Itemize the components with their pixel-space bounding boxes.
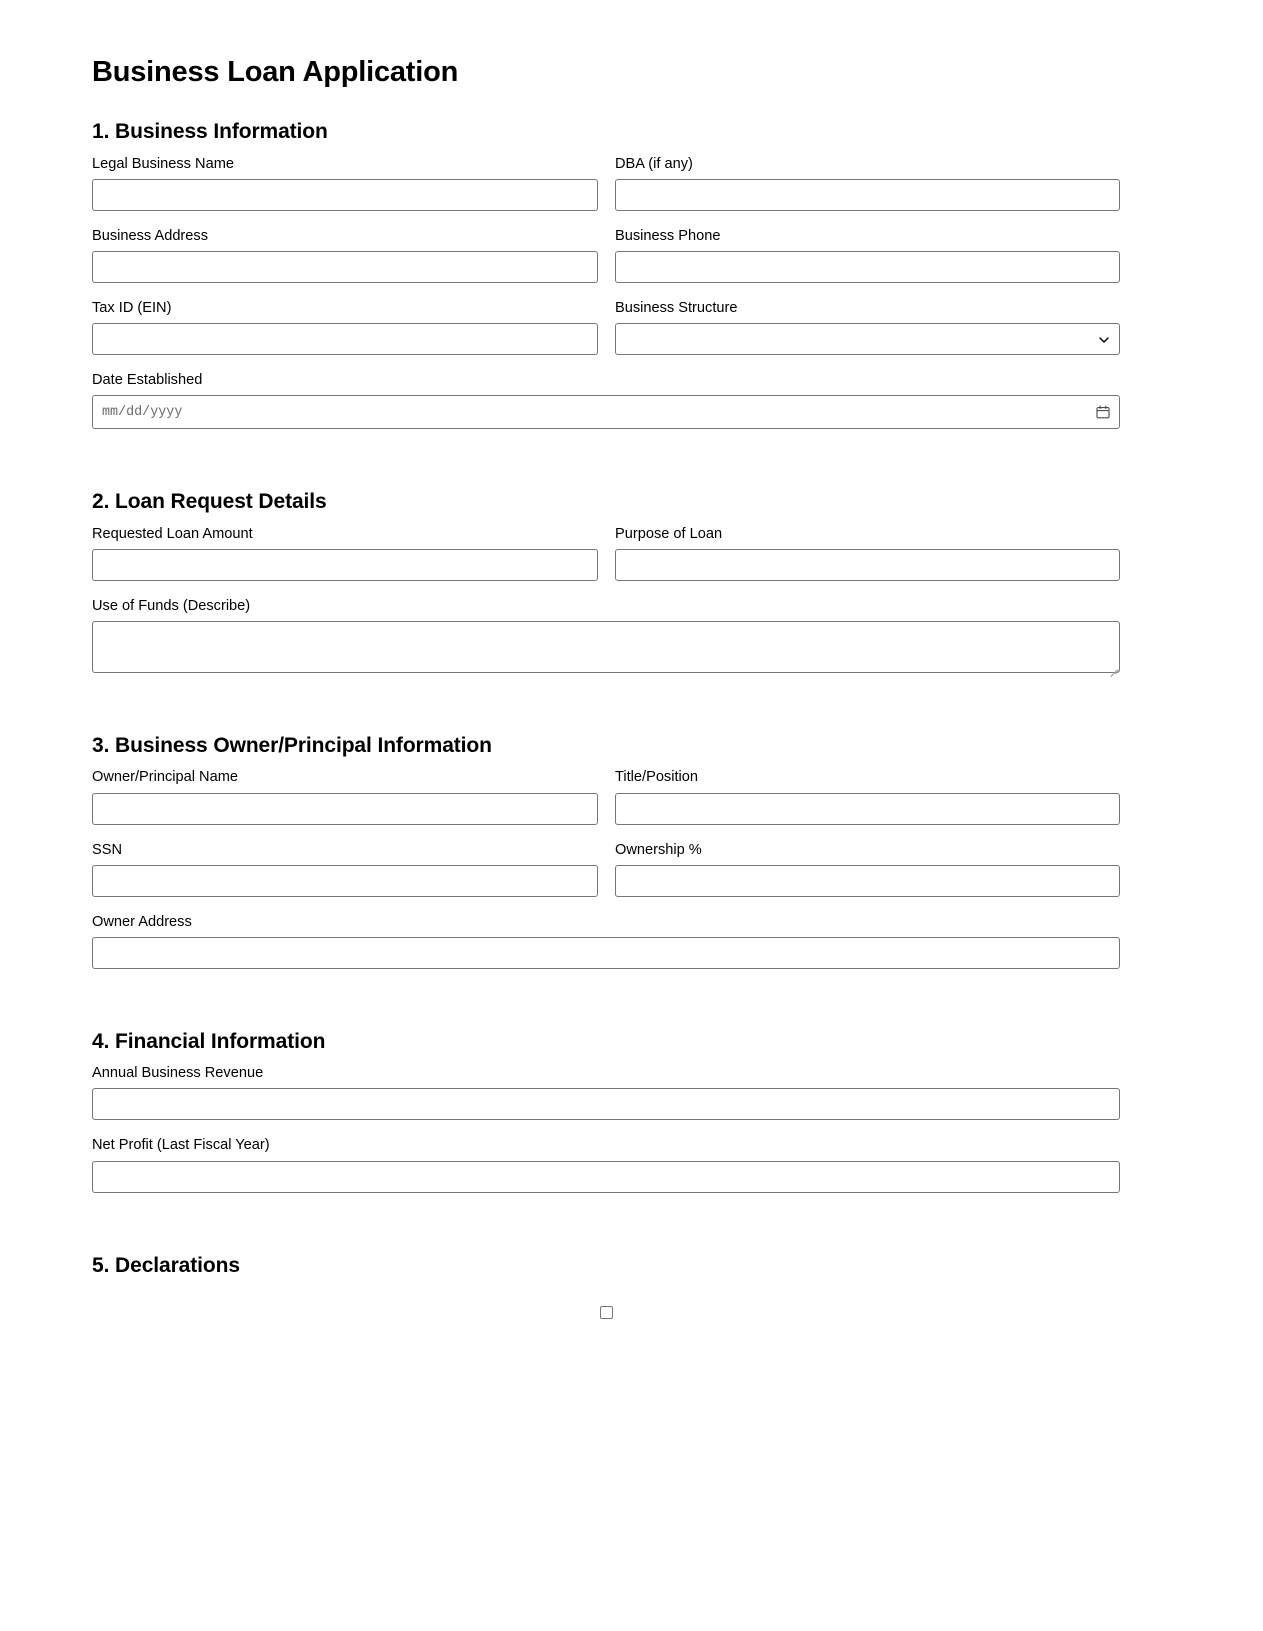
field-label: Use of Funds (Describe) (92, 597, 251, 614)
field-requested-loan-amount (92, 525, 598, 581)
field-label: Purpose of Loan (615, 525, 723, 542)
date-placeholder: mm/dd/yyyy (102, 404, 183, 420)
ssn-input[interactable] (92, 865, 598, 897)
field-annual-business-revenue (92, 1064, 1120, 1120)
field-purpose-of-loan (615, 525, 1120, 581)
field-dba (615, 155, 1120, 211)
field-label: Requested Loan Amount (92, 525, 253, 542)
section-heading: 4. Financial Information (92, 1030, 326, 1054)
purpose-of-loan-input[interactable] (615, 549, 1120, 581)
business-structure-select-wrap (615, 323, 1120, 355)
field-owner-principal-name (92, 768, 598, 824)
field-legal-business-name (92, 155, 598, 211)
field-label: Owner/Principal Name (92, 769, 238, 786)
section-heading: 2. Loan Request Details (92, 490, 327, 514)
use-of-funds-textarea[interactable] (92, 621, 1120, 673)
field-grid (92, 155, 1120, 446)
field-grid (92, 1064, 1120, 1208)
field-label: Tax ID (EIN) (92, 300, 172, 316)
field-tax-id (92, 299, 598, 355)
tax-id-input[interactable] (92, 323, 598, 355)
field-business-phone (615, 227, 1120, 283)
field-label: Business Structure (615, 300, 738, 316)
business-structure-select[interactable] (615, 323, 1120, 355)
net-profit-input[interactable] (92, 1161, 1120, 1193)
field-label: SSN (92, 841, 123, 858)
field-label: Title/Position (615, 769, 699, 786)
section-owner-principal-information (92, 733, 1120, 985)
business-phone-input[interactable] (615, 251, 1120, 283)
use-of-funds-wrap (92, 621, 1120, 673)
declaration-row (92, 1288, 1120, 1319)
legal-business-name-input[interactable] (92, 179, 598, 211)
declaration-checkbox[interactable] (600, 1306, 613, 1319)
date-established-input[interactable] (92, 395, 1120, 429)
field-label: Ownership % (615, 841, 702, 858)
field-use-of-funds (92, 597, 1120, 673)
field-business-structure (615, 299, 1120, 355)
section-declarations (92, 1253, 1120, 1319)
section-heading: 3. Business Owner/Principal Information (92, 734, 492, 758)
field-label: Date Established (92, 372, 203, 389)
field-label: Net Profit (Last Fiscal Year) (92, 1137, 270, 1154)
owner-principal-name-input[interactable] (92, 793, 598, 825)
requested-loan-amount-input[interactable] (92, 549, 598, 581)
field-label: Owner Address (92, 913, 192, 930)
field-label: Business Phone (615, 227, 721, 244)
field-grid (92, 525, 1120, 689)
business-address-input[interactable] (92, 251, 598, 283)
field-date-established (92, 371, 1120, 429)
field-ssn (92, 841, 598, 897)
section-heading: 1. Business Information (92, 120, 328, 144)
field-label: Annual Business Revenue (92, 1065, 264, 1082)
field-label: Business Address (92, 227, 209, 244)
field-ownership-percent (615, 841, 1120, 897)
field-label: DBA (if any) (615, 155, 693, 172)
dba-input[interactable] (615, 179, 1120, 211)
field-title-position (615, 768, 1120, 824)
section-heading: 5. Declarations (92, 1253, 240, 1277)
annual-business-revenue-input[interactable] (92, 1088, 1120, 1120)
field-owner-address (92, 913, 1120, 969)
title-position-input[interactable] (615, 793, 1120, 825)
field-grid (92, 768, 1120, 985)
date-established-wrap (92, 395, 1120, 429)
owner-address-input[interactable] (92, 937, 1120, 969)
page-title: Business Loan Application (92, 56, 459, 88)
field-label: Legal Business Name (92, 155, 234, 172)
section-business-information (92, 119, 1120, 445)
section-financial-information (92, 1029, 1120, 1209)
ownership-percent-input[interactable] (615, 865, 1120, 897)
section-loan-request-details (92, 489, 1120, 689)
field-net-profit (92, 1136, 1120, 1192)
field-business-address (92, 227, 598, 283)
